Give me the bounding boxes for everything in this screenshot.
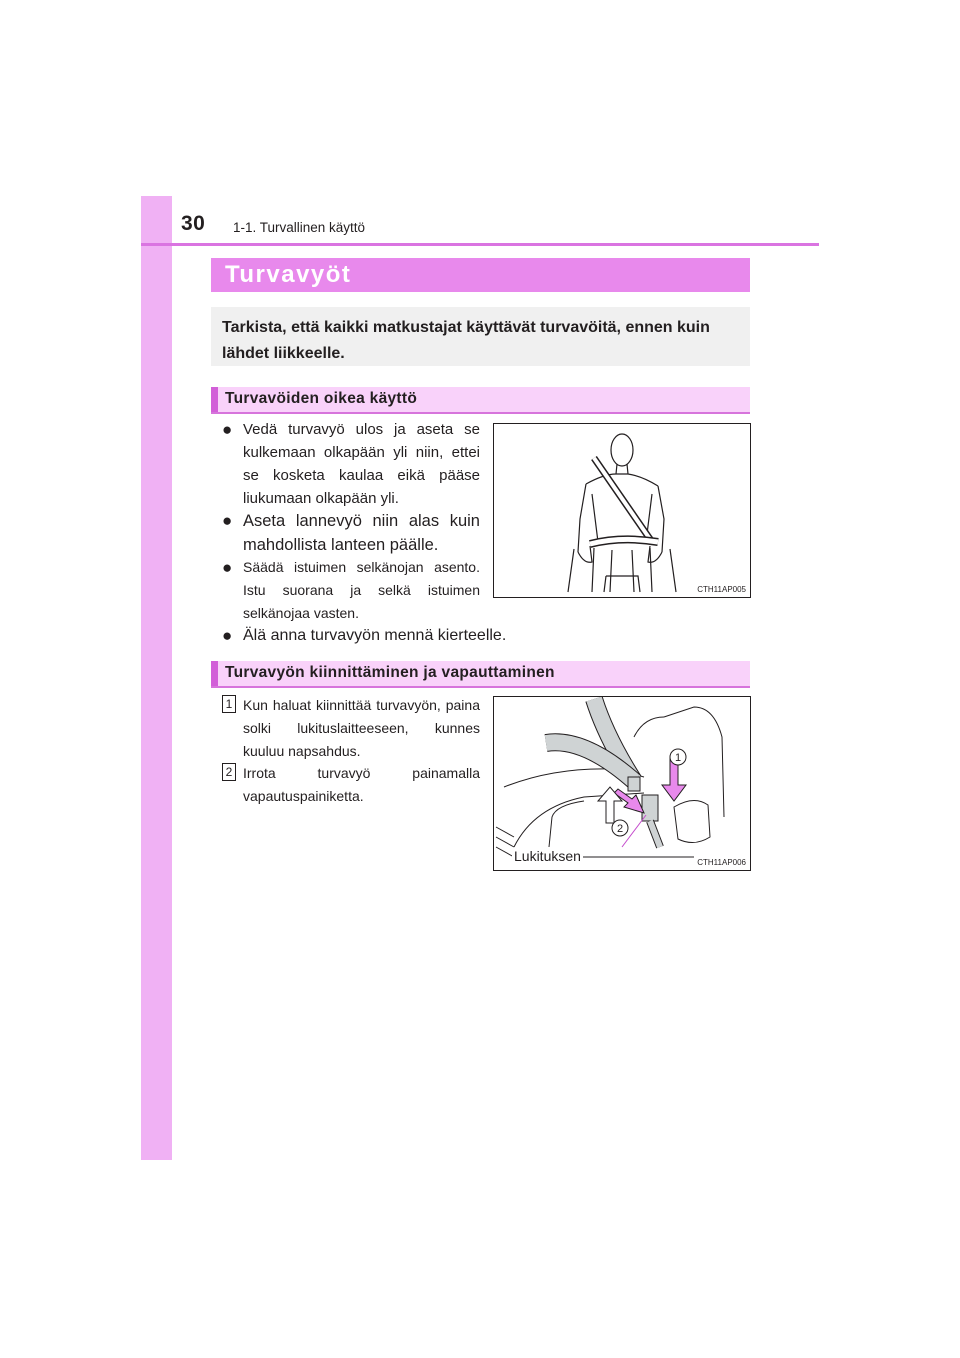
step-text: Irrota turvavyö painamalla vapautuspainiketta. — [243, 765, 480, 804]
side-tab-bar — [141, 196, 172, 1160]
bullet-icon: ● — [222, 420, 233, 439]
lock-label: Lukituksen — [514, 848, 581, 864]
buckle-figure — [493, 696, 751, 871]
running-head: 1-1. Turvallinen käyttö — [233, 220, 366, 235]
buckle-illustration — [494, 697, 750, 870]
header-rule — [141, 243, 819, 246]
step-number: 2 — [222, 763, 236, 781]
section-heading-fasten-release — [211, 661, 750, 688]
bullet-text: Vedä turvavyö ulos ja aseta se kulkemaan olkapään yli niin, ettei se kosketa kaulaa eikä pääse liukumaan olkapään yli. — [243, 421, 480, 507]
bullet-item — [222, 418, 480, 510]
bullet-text: Säädä istuimen selkänojan asento. Istu suorana ja selkä istuimen selkänojaa vasten. — [243, 559, 480, 621]
step-number: 1 — [222, 695, 236, 713]
figure-id: CTH11AP005 — [697, 585, 746, 594]
section-title: Turvavyön kiinnittäminen ja vapauttaminen — [225, 664, 555, 681]
seated-person-figure — [493, 423, 751, 598]
seated-person-illustration — [494, 424, 750, 597]
callout-1: 1 — [674, 752, 682, 764]
step-text: Kun haluat kiinnittää turvavyön, paina solki lukituslaitteeseen, kunnes kuuluu napsahdus. — [243, 697, 480, 759]
page-title: Turvavyöt — [225, 261, 352, 288]
bullet-text: Älä anna turvavyön mennä kierteelle. — [243, 627, 507, 644]
page-number: 30 — [181, 212, 206, 235]
callout-2: 2 — [616, 823, 624, 835]
bullet-text: Aseta lannevyö niin alas kuin mahdollista lanteen päälle. — [243, 512, 480, 554]
bullet-item — [222, 556, 480, 625]
section-heading-correct-use — [211, 387, 750, 414]
bullet-icon: ● — [222, 558, 233, 577]
intro-text: Tarkista, että kaikki matkustajat käyttävät turvavöitä, ennen kuin lähdet liikkeelle. — [222, 319, 710, 362]
title-bar — [211, 258, 750, 292]
bullet-icon: ● — [222, 511, 233, 530]
step-item — [222, 762, 480, 808]
bullet-icon: ● — [222, 626, 233, 645]
bullet-item — [222, 625, 642, 647]
section-title: Turvavöiden oikea käyttö — [225, 390, 418, 407]
bullet-item — [222, 509, 480, 557]
figure-id: CTH11AP006 — [697, 858, 746, 867]
intro-box — [211, 307, 750, 366]
step-item — [222, 694, 480, 763]
